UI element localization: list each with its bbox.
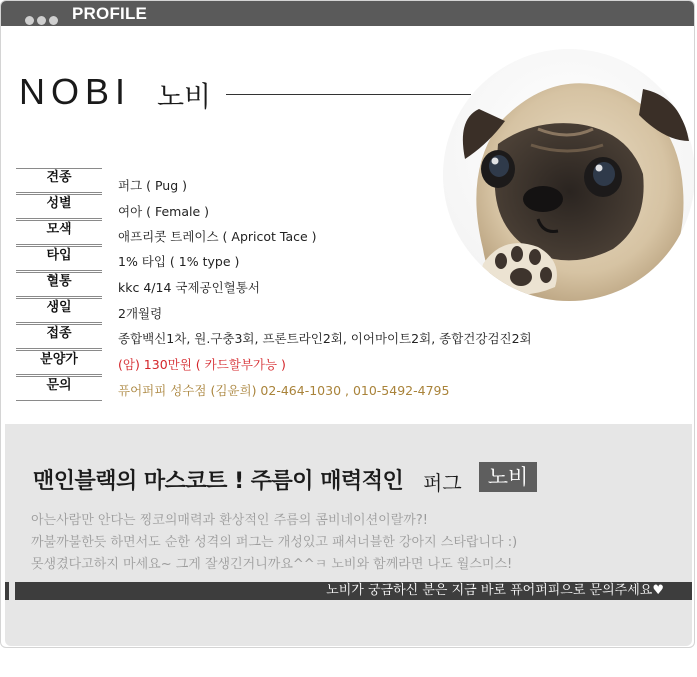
header-title: PROFILE: [72, 4, 148, 23]
field-row-breed: [16, 168, 546, 193]
contact-value: 퓨어퍼피 성수점 (김윤희) 02-464-1030 , 010-5492-4795: [118, 383, 450, 398]
header-bar: [1, 1, 694, 26]
field-row-sex: [16, 194, 546, 219]
promo-section: [5, 424, 692, 646]
promo-description-line: 까불까불한듯 하면서도 순한 성격의 퍼그는 개성있고 패셔너블한 강아지 스타랍니다 :): [31, 535, 518, 550]
field-row-contact: [16, 376, 546, 401]
field-row-color: [16, 220, 546, 245]
title-divider: [226, 94, 471, 95]
contact-notice-text: 노비가 궁금하신 분은 지금 바로 퓨어퍼피으로 문의주세요♥: [326, 583, 664, 598]
field-row-birth: [16, 298, 546, 323]
field-label: 분양가: [16, 350, 102, 375]
field-value: 여아 ( Female ): [118, 204, 210, 219]
header-dots-icon: [25, 10, 61, 29]
field-label: 생일: [16, 298, 102, 323]
dog-name-english: NOBI: [19, 71, 132, 112]
field-value: kkc 4/14 국제공인혈통서: [118, 280, 260, 295]
promo-breed: 퍼그: [423, 471, 462, 495]
field-label: 성별: [16, 194, 102, 219]
field-row-price: [16, 350, 546, 375]
field-label: 혈통: [16, 272, 102, 297]
promo-name-badge: 노비: [479, 462, 537, 492]
field-value: 퍼그 ( Pug ): [118, 178, 187, 193]
field-row-type: [16, 246, 546, 271]
field-label: 견종: [16, 168, 102, 193]
field-value: 애프리콧 트레이스 ( Apricot Tace ): [118, 229, 317, 244]
field-row-vaccination: [16, 324, 546, 349]
field-row-pedigree: [16, 272, 546, 297]
price-value: (암) 130만원 ( 카드할부가능 ): [118, 357, 286, 372]
field-value: 2개월령: [118, 306, 163, 321]
field-label: 타입: [16, 246, 102, 271]
promo-description-line: 아는사람만 안다는 찡코의매력과 환상적인 주름의 콤비네이션이랄까?!: [31, 513, 428, 528]
field-label: 문의: [16, 376, 102, 401]
field-value: 1% 타입 ( 1% type ): [118, 254, 240, 269]
field-label: 접종: [16, 324, 102, 349]
promo-headline: 맨인블랙의 마스코트 ! 주름이 매력적인: [33, 469, 404, 494]
contact-notice-bar: [5, 582, 692, 600]
field-value: 종합백신1차, 원.구충3회, 프론트라인2회, 이어마이트2회, 종합건강검진2회: [118, 331, 532, 346]
field-label: 모색: [16, 220, 102, 245]
dog-name-korean: 노비: [157, 80, 212, 113]
promo-description-line: 못생겼다고하지 마세요~ 그게 잘생긴거니까요^^ㅋ 노비와 함께라면 나도 월스미스!: [31, 557, 513, 572]
